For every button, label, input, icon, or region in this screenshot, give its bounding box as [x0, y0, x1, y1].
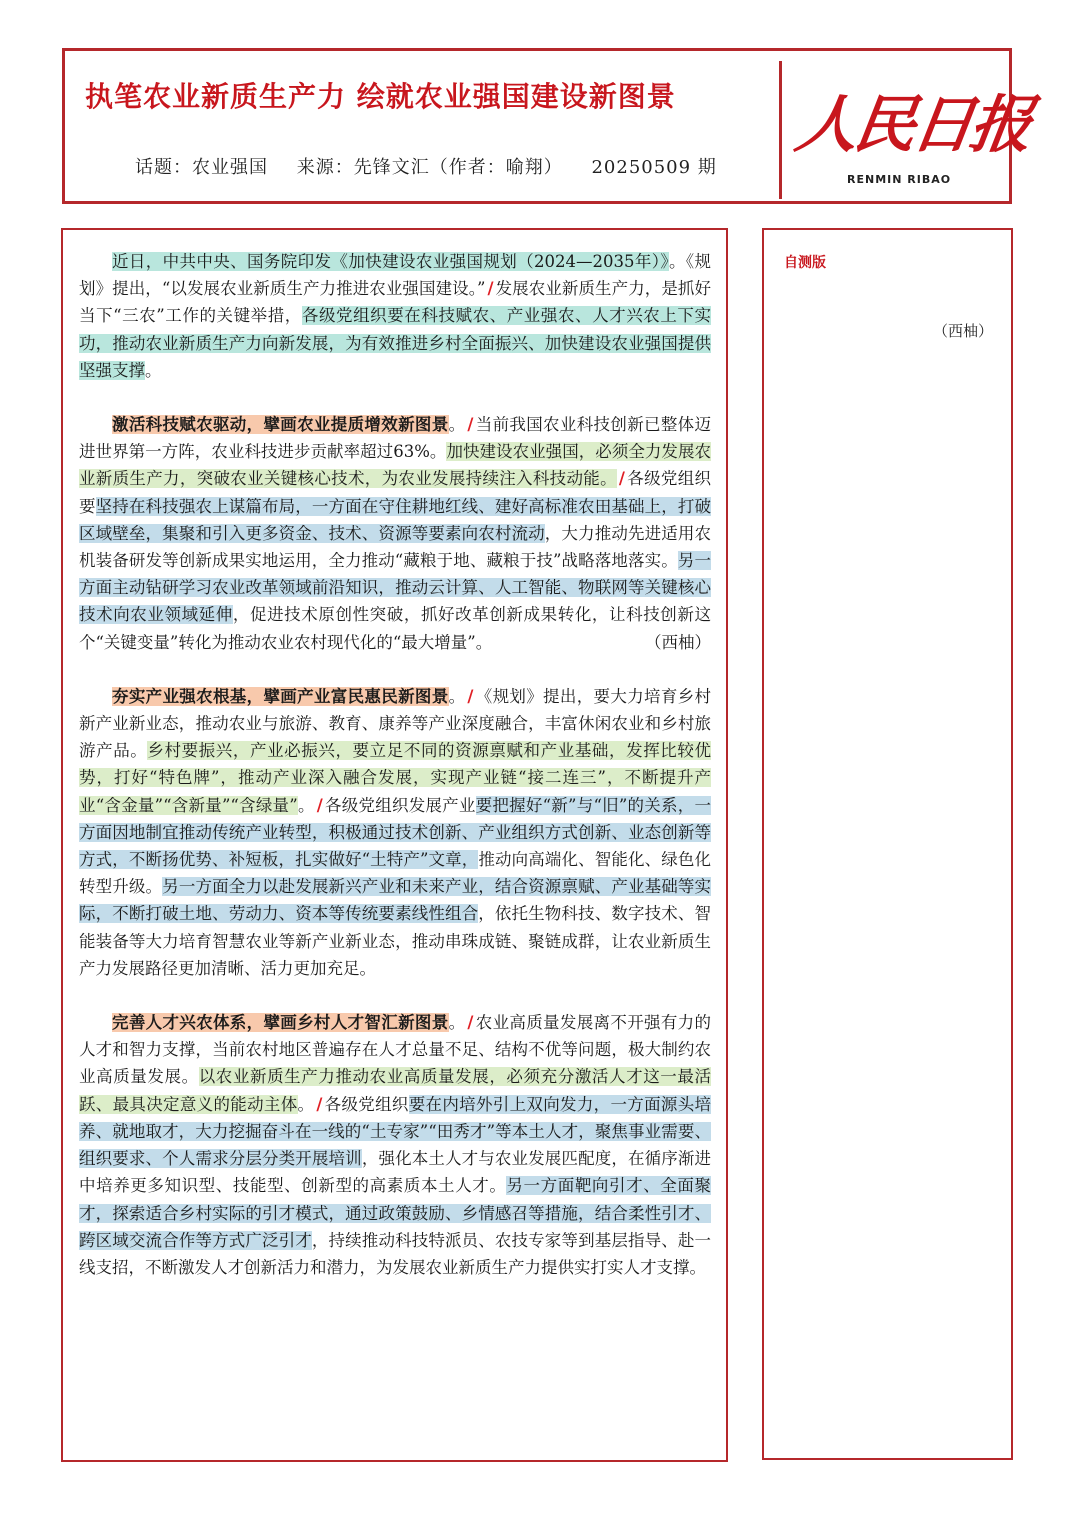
paragraph-industry — [79, 683, 711, 982]
text-span: 农业高质量发展离不开强有力的人才和智力支撑，当前农村地区普遍存在人才总量不足、结构不优等问题，极大制约农业高质量发展。 — [79, 1013, 712, 1087]
section-heading: 完善人才兴农体系，擘画乡村人才智汇新图景 — [112, 1013, 449, 1033]
text-span: 各级党组织 — [324, 1094, 409, 1114]
slash-mark: / — [487, 279, 494, 299]
text-span: 《规划》提出，要大力培育乡村新产业新业态，推动农业与旅游、教育、康养等产业深度融合，丰富休闲农业和乡村旅游产品。 — [79, 686, 712, 761]
meta-line — [135, 153, 739, 179]
text-span: 。 — [448, 415, 466, 435]
text-span: 要在内培外引上双向发力，一方面源头培养、就地取才，大力挖掘奋斗在一线的“土专家”“田秀才”等本土人才，聚焦事业需要、组织要求、个人需求分层分类开展培训 — [79, 1094, 712, 1169]
issue-label: 20250509 期 — [591, 157, 717, 178]
text-span: 另一方面主动钻研学习农业改革领域前沿知识，推动云计算、人工智能、物联网等关键核心技术向农业领域延伸 — [79, 551, 711, 625]
text-span: 要把握好“新”与“旧”的关系，一方面因地制宜推动传统产业转型，积极通过技术创新、产业组织方式创新、业态创新等方式，不断扬优势、补短板，扎实做好“土特产”文章， — [79, 795, 711, 870]
section-heading: 夯实产业强农根基，擘画产业富民惠民新图景 — [112, 686, 449, 706]
text-span: 发展农业新质生产力，是抓好当下“三农”工作的关键举措， — [79, 279, 712, 326]
text-span: 。 — [448, 686, 466, 706]
sidebar-box — [762, 228, 1013, 1460]
topic-label: 话题：农业强国 — [135, 157, 268, 178]
slash-mark: / — [467, 686, 474, 706]
paragraph-intro — [79, 248, 711, 384]
article-body — [79, 248, 711, 1308]
text-span: 。 — [297, 795, 315, 815]
slash-mark: / — [316, 1094, 323, 1114]
text-span: 。《规划》提出，“以发展农业新质生产力推进农业强国建设。” — [79, 252, 712, 299]
logo-chinese: 人民日报 — [791, 88, 1034, 161]
text-span: 。 — [297, 1094, 315, 1114]
text-span: ，依托生物科技、数字技术、智能装备等大力培育智慧农业等新产业新业态，推动串珠成链、聚链成群，让农业新质生产力发展路径更加清晰、活力更加充足。 — [79, 904, 712, 978]
signature: （西柚） — [645, 632, 711, 652]
logo-english: RENMIN RIBAO — [847, 173, 952, 186]
renmin-ribao-logo — [791, 65, 1034, 195]
slash-mark: / — [467, 1013, 474, 1033]
section-heading: 激活科技赋农驱动，擘画农业提质增效新图景 — [112, 415, 449, 435]
page-title: 执笔农业新质生产力 绘就农业强国建设新图景 — [85, 80, 676, 113]
text-span: 坚持在科技强农上谋篇布局，一方面在守住耕地红线、建好高标准农田基础上，打破区域壁垒，集聚和引入更多资金、技术、资源等要素向农村流动 — [79, 496, 712, 543]
article-box — [61, 228, 728, 1462]
source-label: 来源：先锋文汇（作者：喻翔） — [296, 157, 563, 178]
text-span: 另一方面靶向引才、全面聚才，探索适合乡村实际的引才模式，通过政策鼓励、乡情感召等措施，结合柔性引才、跨区域交流合作等方式广泛引才 — [79, 1176, 712, 1250]
text-span: 各级党组织要在科技赋农、产业强农、人才兴农上下实功，推动农业新质生产力向新发展，为有效推进乡村全面振兴、加快建设农业强国提供坚强支撑 — [79, 306, 712, 380]
text-span: 推动向高端化、智能化、绿色化转型升级。 — [79, 850, 712, 897]
text-span: 。 — [448, 1013, 466, 1033]
text-span: 各级党组织发展产业 — [324, 795, 476, 815]
text-span: 各级党组织要 — [79, 469, 712, 516]
text-span: 。 — [145, 360, 162, 380]
header-divider — [779, 61, 782, 199]
paragraph-talent — [79, 1009, 711, 1281]
header-box — [62, 48, 1034, 204]
text-span: 另一方面全力以赴发展新兴产业和未来产业，结合资源禀赋、产业基础等实际，不断打破土地、劳动力、资本等传统要素线性组合 — [79, 877, 712, 924]
text-span: ，大力推动先进适用农机装备研发等创新成果实地运用，全力推动“藏粮于地、藏粮于技”战略落地落实。 — [79, 523, 712, 571]
text-span: 近日，中共中央、国务院印发《加快建设农业强国规划（2024—2035年）》 — [112, 252, 669, 271]
text-span: 加快建设农业强国，必须全力发展农业新质生产力，突破农业关键核心技术，为农业发展持续注入科技动能。 — [79, 442, 712, 489]
sidebar-note: （西柚） — [932, 322, 993, 340]
text-span: 当前我国农业科技创新已整体迈进世界第一方阵，农业科技进步贡献率超过63%。 — [79, 415, 712, 462]
text-span: ，促进技术原创性突破，抓好改革创新成果转化，让科技创新这个“关键变量”转化为推动农业农村现代化的“最大增量”。 — [79, 605, 712, 652]
text-span: ，强化本土人才与农业发展匹配度，在循序渐进中培养更多知识型、技能型、创新型的高素质本土人才。 — [79, 1149, 712, 1196]
slash-mark: / — [316, 795, 323, 815]
text-span: 乡村要振兴，产业必振兴，要立足不同的资源禀赋和产业基础，发挥比较优势，打好“特色牌”，推动产业深入融合发展，实现产业链“接二连三”，不断提升产业“含金量”“含新量”“含绿量” — [79, 741, 712, 815]
text-span: ，持续推动科技特派员、农技专家等到基层指导、赴一线支招，不断激发人才创新活力和潜力，为发展农业新质生产力提供实打实人才支撑。 — [79, 1230, 712, 1277]
slash-mark: / — [618, 469, 625, 489]
slash-mark: / — [467, 415, 474, 435]
sidebar-label: 自测版 — [784, 255, 826, 271]
paragraph-tech — [79, 411, 711, 656]
text-span: 以农业新质生产力推动农业高质量发展，必须充分激活人才这一最活跃、最具决定意义的能动主体 — [79, 1067, 712, 1114]
